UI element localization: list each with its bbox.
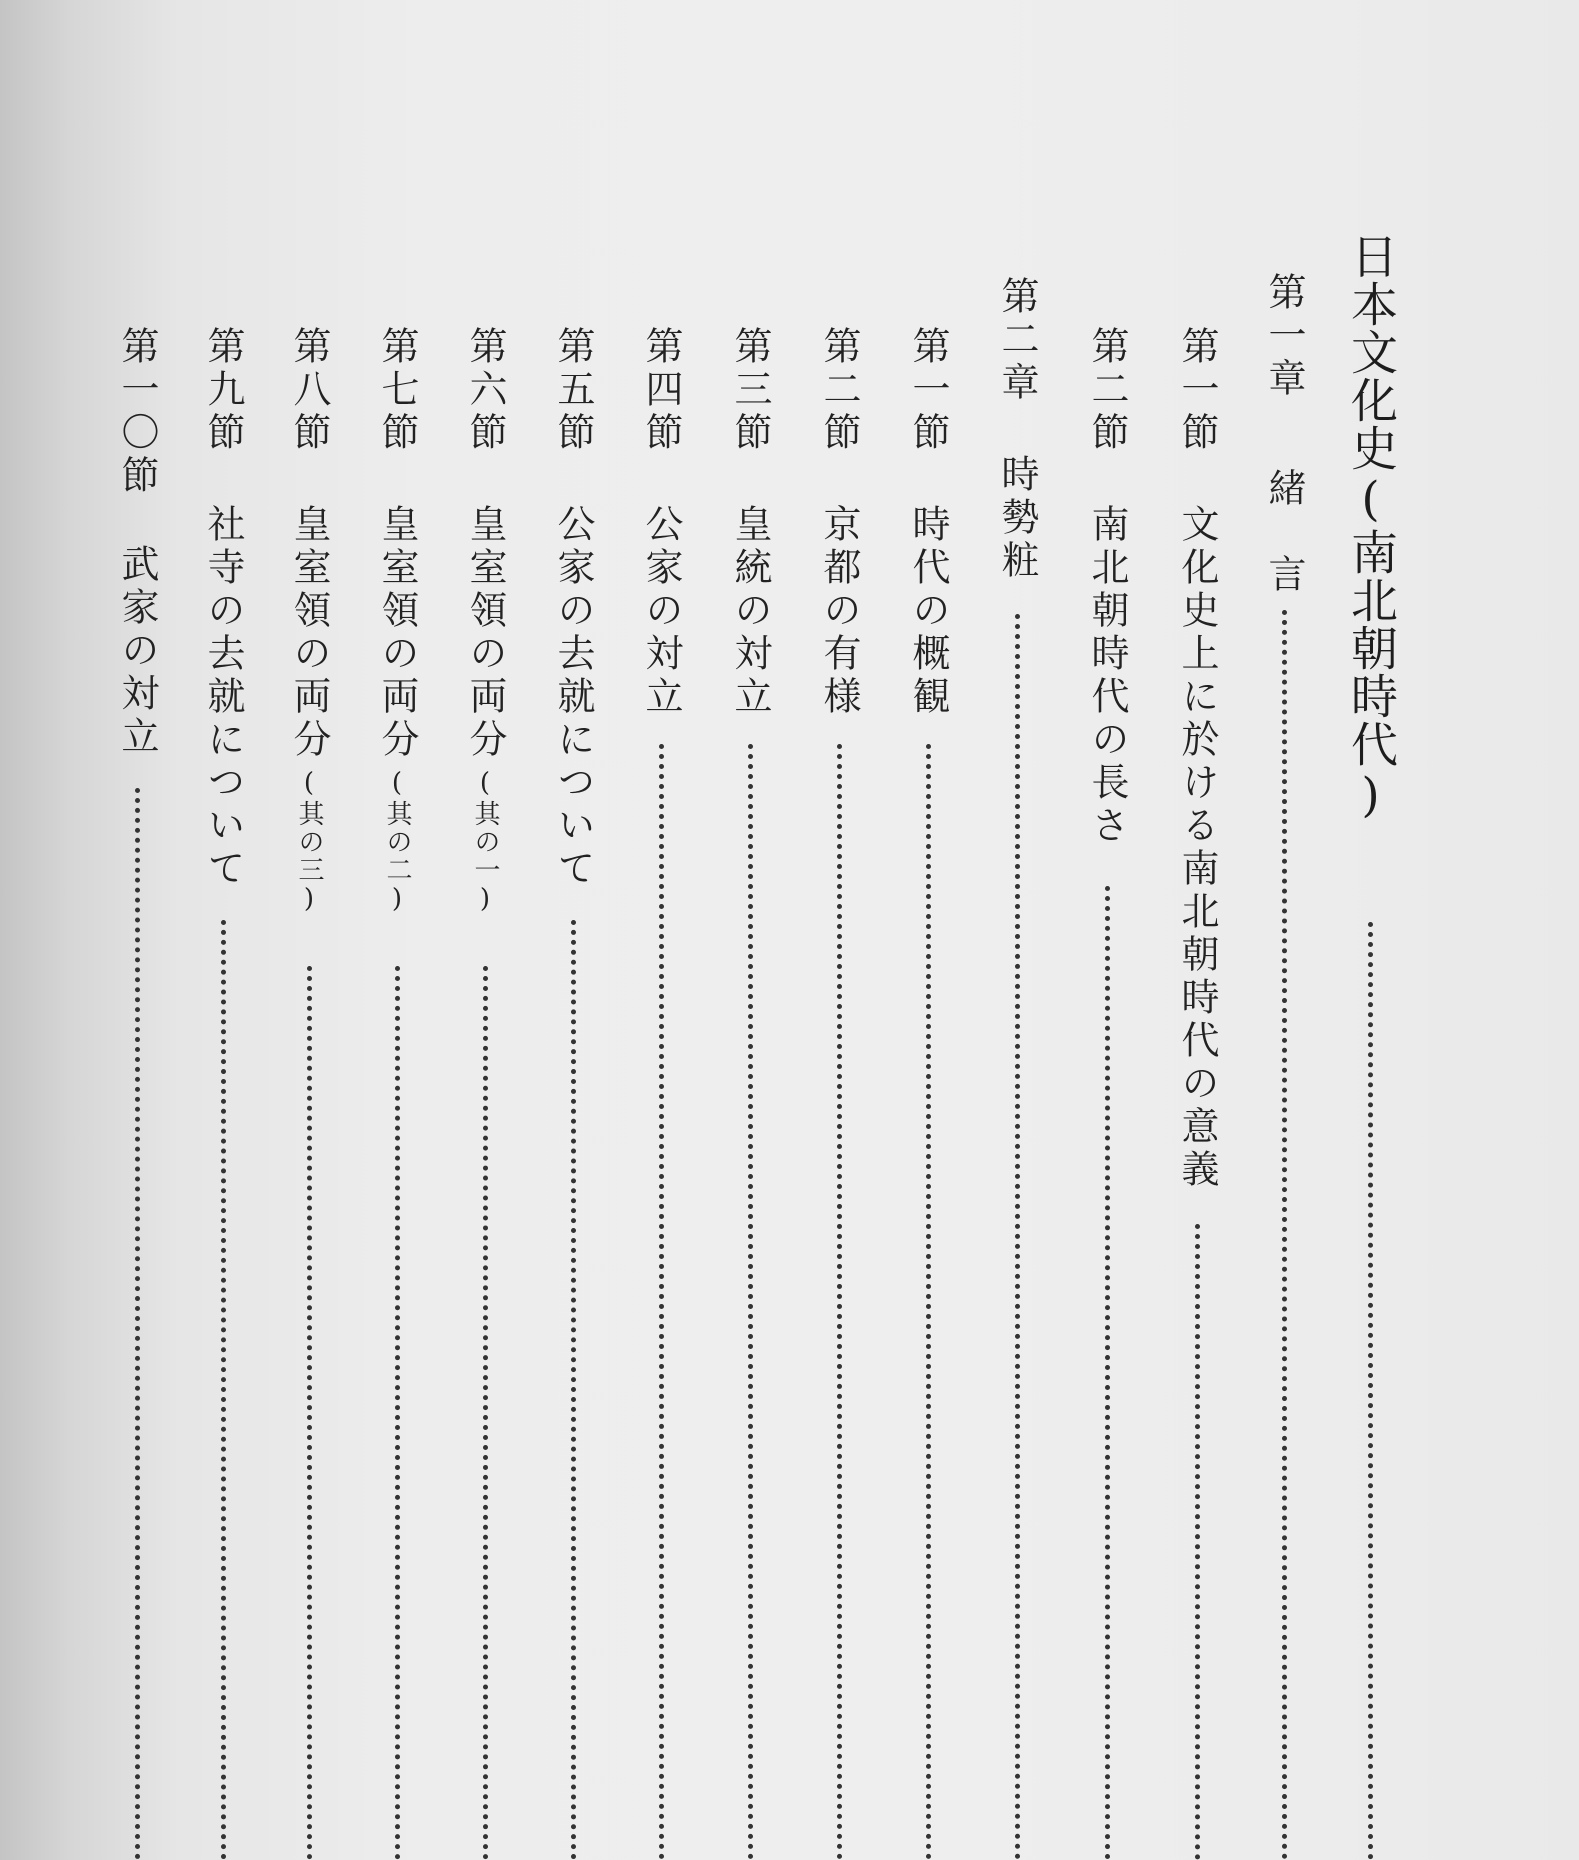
toc-entry-ch1-section-1 bbox=[1175, 326, 1219, 1860]
section-title: 公家の対立 bbox=[639, 504, 683, 719]
leader-dots bbox=[571, 920, 576, 1860]
section-number: 第二節 bbox=[1085, 326, 1129, 455]
section-note: (其の三) bbox=[294, 768, 324, 916]
toc-entry-ch2-section-1 bbox=[906, 326, 950, 1860]
leader-dots bbox=[926, 744, 931, 1860]
toc-entry-ch2-section-10 bbox=[115, 326, 159, 1860]
section-number: 第六節 bbox=[463, 326, 507, 455]
leader-dots bbox=[221, 920, 226, 1860]
section-number: 第五節 bbox=[551, 326, 595, 455]
leader-dots bbox=[307, 966, 312, 1860]
section-number: 第八節 bbox=[287, 326, 331, 455]
section-title bbox=[463, 504, 507, 916]
section-title-text: 皇室領の両分 bbox=[287, 504, 331, 762]
toc-entry-ch2-section-5 bbox=[551, 326, 595, 1860]
section-number: 第一節 bbox=[906, 326, 950, 455]
toc-title: 日本文化史(南北朝時代) bbox=[1343, 232, 1398, 824]
section-number: 第一〇節 bbox=[115, 326, 159, 498]
leader-dots bbox=[837, 744, 842, 1860]
section-title: 皇統の対立 bbox=[728, 504, 772, 719]
section-number: 第九節 bbox=[201, 326, 245, 455]
section-title: 社寺の去就について bbox=[201, 504, 245, 891]
toc-entry-ch2-section-3 bbox=[728, 326, 772, 1860]
section-title bbox=[375, 504, 419, 916]
leader-dots bbox=[1195, 1224, 1200, 1860]
section-number: 第一節 bbox=[1175, 326, 1219, 455]
leader-dots bbox=[748, 744, 753, 1860]
toc-entry-ch2-section-4 bbox=[639, 326, 683, 1860]
toc-entry-ch2-section-6 bbox=[463, 326, 507, 1860]
section-number: 第二節 bbox=[817, 326, 861, 455]
leader-dots bbox=[1368, 922, 1373, 1860]
toc-entry-ch2-section-9 bbox=[201, 326, 245, 1860]
toc-title-entry bbox=[1342, 232, 1398, 1860]
leader-dots bbox=[483, 966, 488, 1860]
leader-dots bbox=[1015, 614, 1020, 1860]
section-title-text: 皇室領の両分 bbox=[375, 504, 419, 762]
section-number: 第七節 bbox=[375, 326, 419, 455]
chapter-number: 第二章 bbox=[995, 276, 1039, 405]
toc-entry-ch2-section-8 bbox=[287, 326, 331, 1860]
section-title: 南北朝時代の長さ bbox=[1085, 504, 1129, 848]
section-title-text: 皇室領の両分 bbox=[463, 504, 507, 762]
section-number: 第三節 bbox=[728, 326, 772, 455]
section-title: 時代の概観 bbox=[906, 504, 950, 719]
section-title: 京都の有様 bbox=[817, 504, 861, 719]
leader-dots bbox=[659, 744, 664, 1860]
toc-entry-ch1-section-2 bbox=[1085, 326, 1129, 1860]
section-title: 公家の去就について bbox=[551, 504, 595, 891]
toc-entry-chapter-1 bbox=[1262, 272, 1306, 1860]
chapter-title: 時勢粧 bbox=[995, 454, 1039, 583]
toc-entry-chapter-2 bbox=[995, 276, 1039, 1860]
section-note: (其の一) bbox=[470, 768, 500, 916]
toc-entry-ch2-section-2 bbox=[817, 326, 861, 1860]
chapter-number: 第一章 bbox=[1262, 272, 1306, 401]
leader-dots bbox=[1105, 886, 1110, 1860]
section-title: 武家の対立 bbox=[115, 544, 159, 759]
leader-dots bbox=[1282, 610, 1287, 1860]
leader-dots bbox=[395, 966, 400, 1860]
chapter-title: 緒 言 bbox=[1262, 468, 1306, 597]
section-note: (其の二) bbox=[382, 768, 412, 916]
section-number: 第四節 bbox=[639, 326, 683, 455]
leader-dots bbox=[135, 788, 140, 1860]
section-title bbox=[287, 504, 331, 916]
section-title: 文化史上に於ける南北朝時代の意義 bbox=[1175, 504, 1219, 1192]
toc-entry-ch2-section-7 bbox=[375, 326, 419, 1860]
